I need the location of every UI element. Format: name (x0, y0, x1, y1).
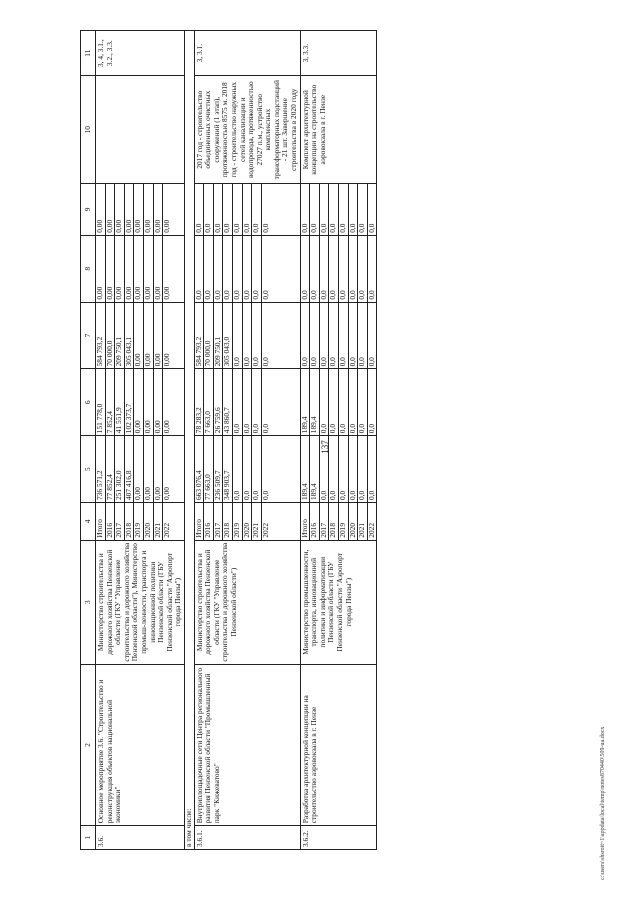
value-cell: 41 551,9 (115, 369, 125, 435)
value-cell: 236 509,7 (214, 436, 224, 502)
year-label: Итого (96, 503, 106, 540)
value-cell: 0,00 (96, 236, 106, 302)
value-cell: 0,0 (339, 184, 349, 235)
value-cell: 0,0 (329, 184, 339, 235)
value-cell: 0,00 (154, 369, 164, 435)
value-cell: 0,0 (366, 223, 376, 233)
value-cell: 0,0 (329, 303, 339, 369)
value-cell: 736 571,2 (96, 436, 106, 502)
value-cell: 0,0 (366, 290, 376, 300)
rotated-table-container (80, 30, 610, 850)
value-cell: 0,0 (252, 303, 262, 369)
values-c9-cell (300, 184, 377, 236)
values-c5-cell (194, 436, 300, 503)
value-cell: 584 793,2 (96, 303, 106, 369)
row-number-cell: 3.6. (96, 826, 185, 850)
value-cell: 0,00 (134, 436, 144, 502)
value-cell: 0,0 (310, 184, 320, 235)
year-label: 2022 (366, 522, 376, 538)
page-number: 137 (320, 440, 330, 454)
values-c7-cell (194, 302, 300, 369)
value-cell: 77 852,4 (106, 436, 116, 502)
value-cell: 0,0 (252, 184, 262, 235)
value-cell: 305 043,0 (223, 303, 233, 369)
value-cell: 0,0 (233, 236, 243, 302)
year-label: 2021 (154, 503, 164, 540)
value-cell: 0,0 (310, 303, 320, 369)
value-stack (301, 303, 377, 369)
value-cell: 0,00 (162, 219, 172, 233)
year-label: Итого (195, 503, 205, 540)
value-cell: 0,00 (162, 286, 172, 300)
value-cell: 0,00 (154, 184, 164, 235)
value-cell: 0,0 (349, 303, 359, 369)
year-label: 2021 (252, 503, 262, 540)
value-cell: 0,00 (134, 369, 144, 435)
year-label: 2018 (223, 503, 233, 540)
value-cell: 0,00 (106, 184, 116, 235)
value-cell: 0,00 (162, 353, 172, 367)
value-cell: 0,0 (329, 236, 339, 302)
value-cell: 0,0 (358, 436, 368, 502)
values-years-cell (300, 503, 377, 541)
value-cell: 0,0 (252, 369, 262, 435)
value-stack (301, 184, 377, 235)
year-label: 2016 (310, 503, 320, 540)
value-cell: 0,0 (260, 423, 270, 434)
value-stack (96, 503, 172, 540)
value-stack (301, 503, 377, 540)
value-cell: 0,0 (233, 184, 243, 235)
header-cell: 2 (81, 664, 96, 826)
value-cell: 0,00 (144, 303, 154, 369)
table-row (194, 31, 300, 850)
header-cell: 11 (81, 31, 96, 76)
value-cell: 0,00 (154, 236, 164, 302)
header-cell: 10 (81, 76, 96, 184)
value-cell: 0,0 (223, 184, 233, 235)
value-cell: 0,0 (358, 184, 368, 235)
value-stack (301, 369, 377, 435)
row-result-cell (96, 76, 185, 184)
value-cell: 209 750,1 (115, 303, 125, 369)
header-cell: 7 (81, 302, 96, 369)
value-cell: 0,0 (252, 436, 262, 502)
header-cell: 9 (81, 184, 96, 236)
value-cell: 0,0 (252, 236, 262, 302)
header-row (81, 31, 96, 850)
value-stack (195, 303, 271, 369)
value-cell: 0,0 (320, 236, 330, 302)
year-label: 2021 (358, 503, 368, 540)
header-cell: 1 (81, 826, 96, 850)
value-cell: 78 283,2 (195, 369, 205, 435)
value-cell: 0,00 (134, 184, 144, 235)
value-cell: 0,0 (204, 236, 214, 302)
value-cell: 0,0 (223, 236, 233, 302)
value-cell: 0,0 (301, 184, 311, 235)
value-cell: 0,00 (134, 303, 144, 369)
year-label: 2020 (243, 503, 253, 540)
value-cell: 0,00 (144, 236, 154, 302)
value-cell: 0,0 (366, 357, 376, 367)
year-label: 2017 (320, 503, 330, 540)
row-indicator-cell: 3, 4, 3.1., 3.2., 3.3. (96, 31, 185, 76)
row-executor-cell: Министерство промышленности, транспорта, инновационной политики и информатизации Пензенской области (ГБУ Пензенской области "Аэропорт города Пензы") (300, 540, 377, 664)
value-cell: 407 416,8 (125, 436, 135, 502)
value-cell: 26 759,6 (214, 369, 224, 435)
value-cell: 0,0 (243, 369, 253, 435)
value-cell: 189,4 (301, 369, 311, 435)
value-cell: 0,00 (134, 236, 144, 302)
value-cell: 0,00 (125, 184, 135, 235)
values-c6-cell (96, 369, 185, 436)
value-cell: 0,00 (154, 303, 164, 369)
year-label: 2018 (329, 503, 339, 540)
value-cell: 0,0 (349, 184, 359, 235)
value-cell: 0,0 (358, 236, 368, 302)
value-cell: 0,0 (260, 357, 270, 367)
value-stack (96, 236, 172, 302)
value-cell: 0,0 (358, 303, 368, 369)
value-cell: 0,00 (96, 184, 106, 235)
value-cell: 7 852,4 (106, 369, 116, 435)
note-row (184, 31, 194, 850)
header-cell: 4 (81, 503, 96, 541)
value-cell: 0,0 (329, 369, 339, 435)
value-cell: 0,00 (144, 184, 154, 235)
row-executor-cell: Министерство строительства и дорожного хозяйства Пензенской области (ГКУ "Управление строительства и дорожного хозяйства Пензенской области") (194, 540, 300, 664)
file-path-footer: c:\users\shsroit~1\appdata\local\temp\notes870440\509-ua.docx (600, 726, 606, 880)
year-label: Итого (301, 503, 311, 540)
value-cell: 0,0 (233, 303, 243, 369)
document-area (80, 30, 610, 850)
value-stack (96, 369, 172, 435)
value-cell: 0,0 (339, 436, 349, 502)
year-label: 2017 (214, 503, 224, 540)
value-cell: 189,4 (310, 369, 320, 435)
row-indicator-cell: 3, 3.1. (194, 31, 300, 76)
table-row (96, 31, 185, 850)
value-cell: 0,0 (320, 184, 330, 235)
value-stack (301, 236, 377, 302)
value-cell: 663 076,4 (195, 436, 205, 502)
value-cell: 70 000,0 (204, 303, 214, 369)
value-stack (195, 503, 271, 540)
header-cell: 8 (81, 235, 96, 302)
value-stack (195, 436, 271, 502)
row-number-cell: 3.6.1. (194, 826, 300, 850)
value-cell: 0,0 (320, 436, 330, 502)
value-cell: 0,00 (115, 184, 125, 235)
values-c8-cell (300, 235, 377, 302)
value-cell: 0,00 (125, 236, 135, 302)
value-cell: 0,0 (195, 236, 205, 302)
value-cell: 0,0 (310, 236, 320, 302)
value-cell: 0,0 (349, 236, 359, 302)
value-stack (195, 184, 271, 235)
value-cell: 0,0 (233, 369, 243, 435)
note-in-total: в том числе: (184, 31, 194, 850)
value-stack (96, 436, 172, 502)
year-label: 2016 (106, 503, 116, 540)
year-label: 2022 (260, 522, 270, 538)
value-cell: 189,4 (310, 436, 320, 502)
value-cell: 77 663,0 (204, 436, 214, 502)
value-cell: 584 793,2 (195, 303, 205, 369)
value-cell: 348 903,7 (223, 436, 233, 502)
value-cell: 189,4 (301, 436, 311, 502)
value-cell: 209 750,1 (214, 303, 224, 369)
value-cell: 0,0 (204, 184, 214, 235)
year-label: 2019 (233, 503, 243, 540)
value-cell: 251 302,0 (115, 436, 125, 502)
value-cell: 151 778,0 (96, 369, 106, 435)
table-row (300, 31, 377, 850)
value-cell: 0,00 (144, 436, 154, 502)
value-stack (96, 303, 172, 369)
value-cell: 0,0 (260, 490, 270, 501)
value-cell: 0,0 (301, 303, 311, 369)
value-cell: 0,00 (115, 236, 125, 302)
value-cell: 7 663,0 (204, 369, 214, 435)
value-cell: 0,0 (349, 369, 359, 435)
year-label: 2022 (162, 522, 172, 538)
value-cell: 0,0 (195, 184, 205, 235)
value-stack (195, 236, 271, 302)
value-cell: 0,0 (339, 236, 349, 302)
row-result-cell: Комплект архитектурной концепции на строительство аэровокзала в г. Пензе (300, 76, 377, 184)
row-number-cell: 3.6.2. (300, 826, 377, 850)
value-cell: 0,0 (329, 436, 339, 502)
value-cell: 0,00 (106, 236, 116, 302)
value-cell: 0,00 (162, 487, 172, 501)
value-cell: 0,0 (243, 436, 253, 502)
values-c6-cell (194, 369, 300, 436)
value-cell: 0,00 (154, 436, 164, 502)
value-cell: 0,0 (339, 303, 349, 369)
value-cell: 0,0 (243, 303, 253, 369)
value-stack (301, 436, 377, 502)
row-executor-cell: Министерство строительства и дорожного хозяйства Пензенской области (ГКУ "Управление строительства и дорожного хозяйства Пензенской области"), Министерство промыш-ленности, транспорта и инновационной политики Пензенской области (ГБУ Пензенской области "Аэропорт города Пензы") (96, 540, 185, 664)
row-result-cell: 2017 год - строительство объединенных очистных сооружений (1 этап), протяженностью 8575 м. 2018 год - строительство наружных сетей канализации и водопровода, протяженностью 27027 п.м., устройство комплексных трансформаторных подстанций - 21 шт. Завершение строительства в 2020 году (194, 76, 300, 184)
year-label: 2020 (144, 503, 154, 540)
row-name-cell: Основное мероприятие 3.6. "Строительство и реконструкция объектов национальной экономики" (96, 664, 185, 826)
value-cell: 43 860,7 (223, 369, 233, 435)
value-cell: 0,00 (144, 369, 154, 435)
values-years-cell (96, 503, 185, 541)
header-cell: 5 (81, 436, 96, 503)
values-c9-cell (194, 184, 300, 236)
year-label: 2017 (115, 503, 125, 540)
row-indicator-cell: 3, 3.3. (300, 31, 377, 76)
value-cell: 0,0 (349, 436, 359, 502)
value-stack (96, 184, 172, 235)
year-label: 2020 (349, 503, 359, 540)
value-cell: 0,0 (243, 184, 253, 235)
values-c5-cell (96, 436, 185, 503)
value-cell: 0,0 (366, 490, 376, 501)
values-c8-cell (96, 235, 185, 302)
header-cell: 6 (81, 369, 96, 436)
value-cell: 0,0 (243, 236, 253, 302)
row-name-cell: Внутриплощадочные сети Центра регионального развития Пензенской области "Промышленный парк "Кижеватово" (194, 664, 300, 826)
value-cell: 0,0 (214, 236, 224, 302)
row-name-cell: Разработка архитектурной концепции на строительство аэровокзала в г. Пензе (300, 664, 377, 826)
values-c7-cell (96, 302, 185, 369)
value-cell: 0,0 (320, 303, 330, 369)
header-cell: 3 (81, 540, 96, 664)
value-cell: 0,0 (320, 369, 330, 435)
year-label: 2019 (339, 503, 349, 540)
value-cell: 0,0 (233, 436, 243, 502)
value-cell: 0,0 (301, 236, 311, 302)
values-c7-cell (300, 302, 377, 369)
value-cell: 0,0 (366, 423, 376, 434)
value-cell: 0,0 (339, 369, 349, 435)
values-c5-cell (300, 436, 377, 503)
value-stack (195, 369, 271, 435)
value-cell: 0,0 (358, 369, 368, 435)
year-label: 2016 (204, 503, 214, 540)
year-label: 2019 (134, 503, 144, 540)
values-years-cell (194, 503, 300, 541)
values-c9-cell (96, 184, 185, 236)
value-cell: 0,00 (162, 420, 172, 434)
program-table (80, 30, 377, 850)
value-cell: 70 000,0 (106, 303, 116, 369)
value-cell: 0,0 (260, 290, 270, 300)
values-c8-cell (194, 235, 300, 302)
value-cell: 0,0 (214, 184, 224, 235)
value-cell: 102 373,7 (125, 369, 135, 435)
values-c6-cell (300, 369, 377, 436)
value-cell: 305 043,1 (125, 303, 135, 369)
year-label: 2018 (125, 503, 135, 540)
value-cell: 0,0 (260, 223, 270, 233)
